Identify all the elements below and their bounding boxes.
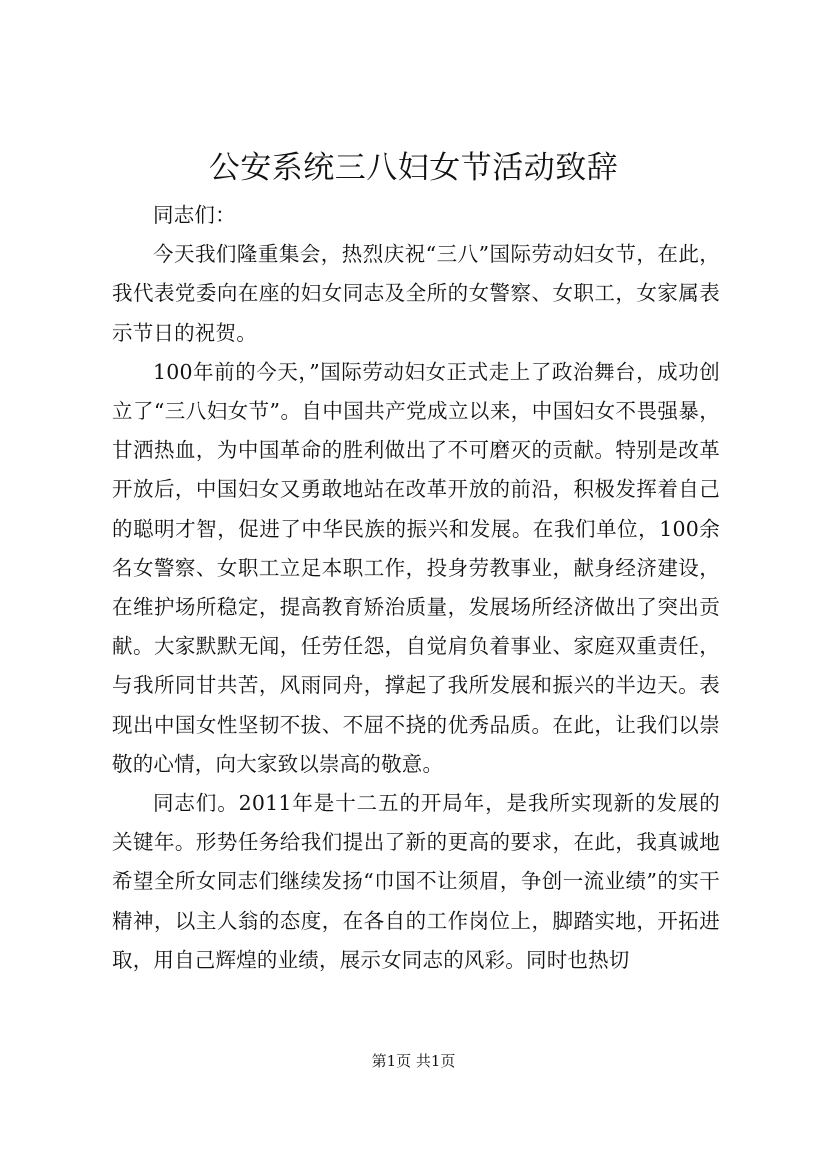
paragraph-3: 同志们。2011年是十二五的开局年，是我所实现新的发展的关键年。形势任务给我们提出了新的更高的要求，在此，我真诚地希望全所女同志们继续发扬“巾国不让须眉，争创一流业绩”的实干精神，以主人翁的态度，在各自的工作岗位上，脚踏实地，开拓进取，用自己辉煌的业绩，展示女同志的风彩。同时也热切: [112, 791, 720, 972]
page-number: 第1页 共1页: [371, 1052, 456, 1070]
paragraph-1: 今天我们隆重集会，热烈庆祝“三八”国际劳动妇女节，在此，我代表党委向在座的妇女同志及全所的女警察、女职工，女家属表示节日的祝贺。: [112, 242, 720, 345]
salutation: 同志们：: [153, 203, 236, 227]
paragraph-2: 100年前的今天，”国际劳动妇女正式走上了政治舞台，成功创立了“三八妇女节”。自中国共产党成立以来，中国妇女不畏强暴，甘洒热血，为中国革命的胜利做出了不可磨灭的贡献。特别是改革开放后，中国妇女又勇敢地站在改革开放的前沿，积极发挥着自己的聪明才智，促进了中华民族的振兴和发展。在我们单位，100余名女警察、女职工立足本职工作，投身劳教事业，献身经济建设，在维护场所稳定，提高教育矫治质量，发展场所经济做出了突出贡献。大家默默无闻，任劳任怨，自觉肩负着事业、家庭双重责任，与我所同甘共苦，风雨同舟，撑起了我所发展和振兴的半边天。表现出中国女性坚韧不拔、不屈不挠的优秀品质。在此，让我们以崇敬的心情，向大家致以崇高的敬意。: [112, 359, 720, 776]
document-body: [112, 196, 720, 980]
document-title: 公安系统三八妇女节活动致辞: [208, 150, 619, 186]
